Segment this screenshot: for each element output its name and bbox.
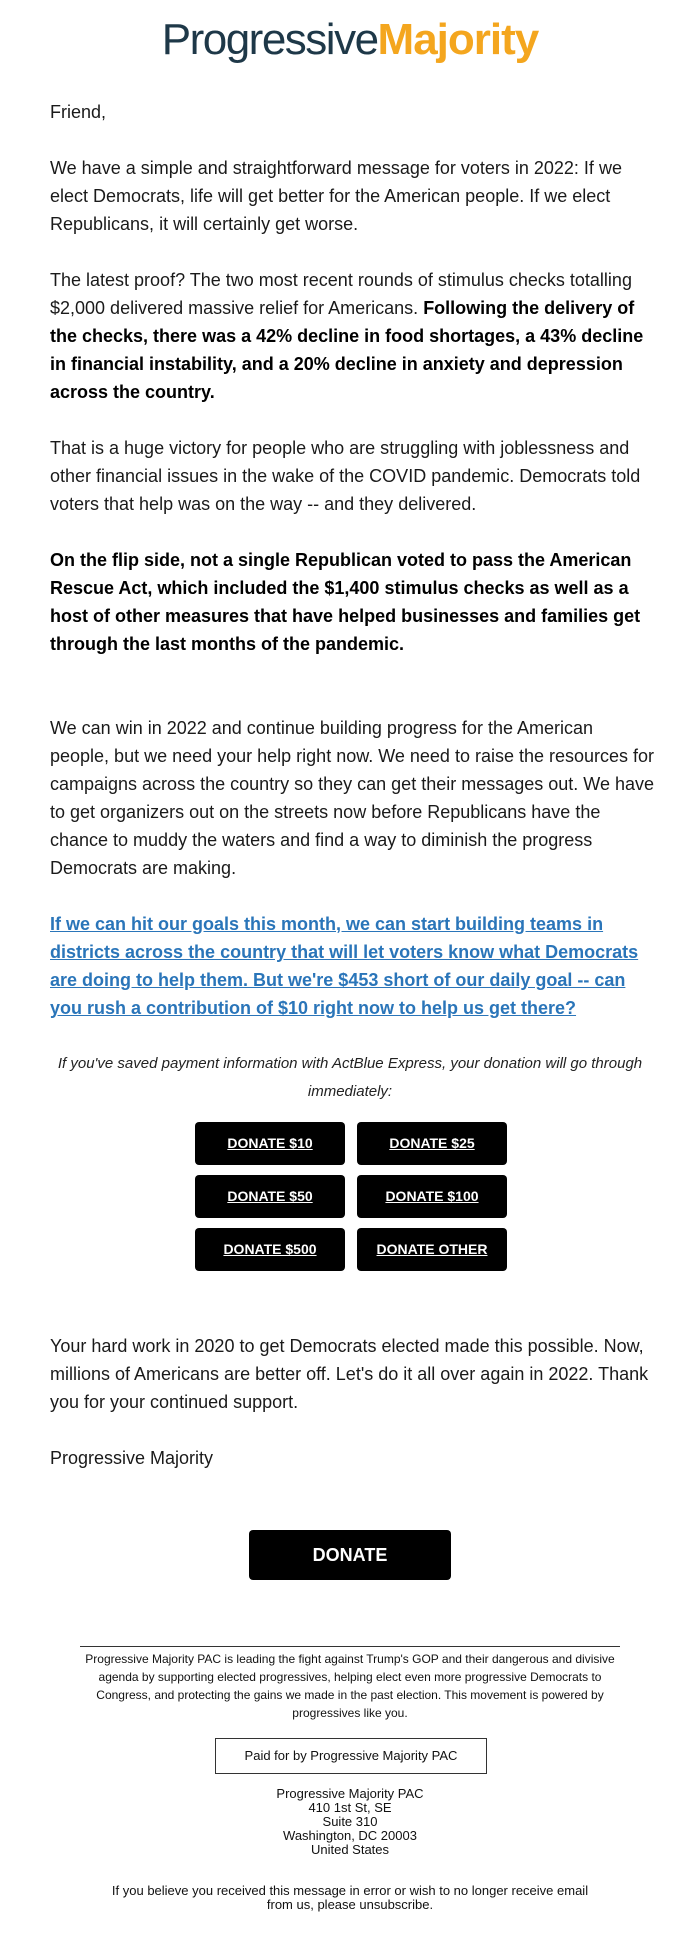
address-line: Progressive Majority PAC <box>276 1786 424 1801</box>
actblue-express-note: If you've saved payment information with ActBlue Express, your donation will go through immediately: <box>57 1055 643 1100</box>
progressive-majority-logo <box>0 12 700 68</box>
closing-paragraph: Your hard work in 2020 to get Democrats elected made this possible. Now, millions of Americans are better off. Let's do it all over again in 2022. Thank you for your continued support. <box>50 1336 649 1412</box>
address-line: Suite 310 <box>322 1814 378 1829</box>
email-body <box>50 98 655 1050</box>
body-paragraph-3: That is a huge victory for people who are struggling with joblessness and other financial issues in the wake of the COVID pandemic. Democrats told voters that help was on the way -- and they delivered. <box>50 438 641 514</box>
donate-10-button[interactable]: DONATE $10 <box>195 1122 345 1165</box>
body-paragraph-2-bold: Following the delivery of the checks, there was a 42% decline in food shortages, a 43% decline in financial instability, and a 20% decline in anxiety and depression across the country. <box>50 298 644 402</box>
unsubscribe-line-1: If you believe you received this message in error or wish to no longer receive email <box>111 1883 589 1898</box>
greeting: Friend, <box>50 102 107 122</box>
closing-section <box>50 1332 655 1500</box>
paid-for-disclaimer: Paid for by Progressive Majority PAC <box>215 1738 487 1774</box>
cta-paragraph <box>50 910 655 1022</box>
donate-other-button[interactable]: DONATE OTHER <box>357 1228 507 1271</box>
footer-divider <box>80 1646 620 1647</box>
body-paragraph-4-bold: On the flip side, not a single Republican voted to pass the American Rescue Act, which included the $1,400 stimulus checks as well as a host of other measures that have helped businesses and families get through the last months of the pandemic. <box>50 550 641 654</box>
donate-100-button[interactable]: DONATE $100 <box>357 1175 507 1218</box>
body-paragraph-4 <box>50 546 655 658</box>
address-line: 410 1st St, SE <box>308 1800 392 1815</box>
mailing-address <box>200 1787 500 1857</box>
donate-25-button[interactable]: DONATE $25 <box>357 1122 507 1165</box>
address-line: Washington, DC 20003 <box>283 1828 417 1843</box>
body-paragraph-2 <box>50 266 655 406</box>
address-line: United States <box>310 1842 390 1857</box>
signature: Progressive Majority <box>50 1448 214 1468</box>
body-paragraph-5: We can win in 2022 and continue building progress for the American people, but we need your help right now. We need to raise the resources for campaigns across the country so they can get their messages out. We have to get organizers out on the streets now before Republicans have the chance to muddy the waters and find a way to diminish the progress Democrats are making. <box>50 718 655 878</box>
main-donate-button[interactable]: DONATE <box>249 1530 451 1580</box>
donate-500-button[interactable]: DONATE $500 <box>195 1228 345 1271</box>
footer-blurb: Progressive Majority PAC is leading the fight against Trump's GOP and their dangerous and divisive agenda by supporting elected progressives, helping elect even more progressive Democrats to Congress, and protecting the gains we made in the past election. This movement is powered by progressives like you. <box>85 1652 615 1720</box>
body-paragraph-1: We have a simple and straightforward message for voters in 2022: If we elect Democrats, life will get better for the American people. If we elect Republicans, it will certainly get worse. <box>50 158 622 234</box>
body-paragraph-2-text: The latest proof? The two most recent rounds of stimulus checks totalling $2,000 delivered massive relief for Americans. <box>50 270 632 318</box>
donate-50-button[interactable]: DONATE $50 <box>195 1175 345 1218</box>
unsubscribe-line-2[interactable]: from us, please unsubscribe. <box>266 1897 434 1912</box>
unsubscribe-notice <box>80 1884 620 1912</box>
logo-word-majority: Majority <box>377 15 539 64</box>
logo-word-progressive: Progressive <box>161 15 378 64</box>
cta-donate-link[interactable]: If we can hit our goals this month, we can start building teams in districts across the country that will let voters know what Democrats are doing to help them. But we're $453 short of our daily goal -- can you rush a contribution of $10 right now to help us get there? <box>50 914 639 1018</box>
donate-button-grid <box>195 1122 507 1271</box>
